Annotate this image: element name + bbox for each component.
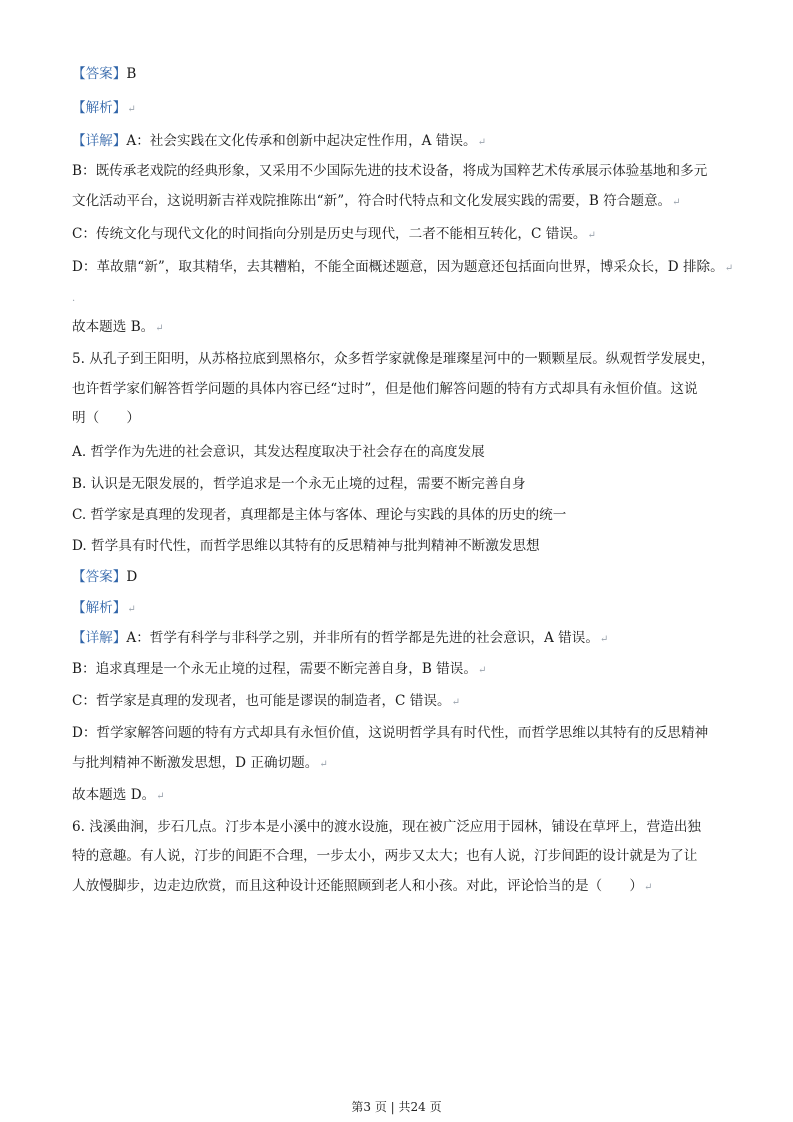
q5-answer bbox=[72, 567, 732, 587]
q4-detail-line bbox=[72, 131, 732, 153]
detail-text: D：革故鼎“新”，取其精华，去其糟粕，不能全面概述题意，因为题意还包括面向世界，博采众长，D 排除。 bbox=[72, 259, 724, 275]
q4-answer bbox=[72, 64, 732, 84]
paragraph-mark-icon: ↵ bbox=[127, 604, 136, 615]
q5-conclusion bbox=[72, 785, 732, 807]
conclusion-text: 故本题选 D。 bbox=[72, 787, 156, 803]
answer-tag: 【答案】 bbox=[72, 66, 127, 82]
paragraph-mark-icon: · bbox=[72, 296, 76, 307]
option-text: B. 认识是无限发展的，哲学追求是一个永无止境的过程，需要不断完善自身 bbox=[72, 476, 526, 492]
paragraph-mark-icon: ↵ bbox=[672, 197, 681, 208]
detail-tag: 【详解】 bbox=[72, 630, 127, 646]
q5-detail-line bbox=[72, 659, 732, 681]
option-text: C. 哲学家是真理的发现者，真理都是主体与客体、理论与实践的具体的历史的统一 bbox=[72, 507, 567, 523]
paragraph-mark-icon: ↵ bbox=[477, 137, 486, 148]
q5-detail-line bbox=[72, 691, 732, 713]
q4-detail-line bbox=[72, 257, 732, 279]
q5-option-b bbox=[72, 474, 732, 494]
q5-detail-line bbox=[72, 628, 732, 650]
q5-option-c bbox=[72, 505, 732, 525]
q5-option-a bbox=[72, 442, 732, 462]
stem-text: 6. 浅溪曲涧，步石几点。汀步本是小溪中的渡水设施，现在被广泛应用于园林，铺设在草坪上，营造出独 bbox=[72, 819, 702, 835]
paragraph-mark-icon: ↵ bbox=[477, 665, 487, 676]
stem-text: 明（ ） bbox=[72, 410, 140, 426]
q4-detail-line bbox=[72, 191, 732, 213]
detail-text: A：社会实践在文化传承和创新中起决定性作用，A 错误。 bbox=[126, 133, 477, 149]
option-text: D. 哲学具有时代性，而哲学思维以其特有的反思精神与批判精神不断激发思想 bbox=[72, 538, 540, 554]
paragraph-mark-icon: ↵ bbox=[587, 230, 596, 241]
analysis-tag: 【解析】 bbox=[72, 600, 127, 616]
q6-stem-line bbox=[72, 876, 732, 898]
stem-text: 也许哲学家们解答哲学问题的具体内容已经“过时”，但是他们解答问题的特有方式却具有永恒价值。这说 bbox=[72, 381, 698, 397]
answer-value: D bbox=[126, 569, 138, 585]
q5-detail-line bbox=[72, 723, 732, 743]
paragraph-mark-icon: ↵ bbox=[156, 791, 165, 802]
analysis-tag: 【解析】 bbox=[72, 100, 127, 116]
paragraph-mark-icon: ↵ bbox=[155, 323, 164, 334]
detail-tag: 【详解】 bbox=[72, 133, 127, 149]
q6-stem-line bbox=[72, 846, 732, 866]
q4-detail-line bbox=[72, 224, 732, 246]
q5-stem-line bbox=[72, 408, 732, 428]
conclusion-text: 故本题选 B。 bbox=[72, 319, 155, 335]
answer-value: B bbox=[126, 66, 137, 82]
detail-text: C：哲学家是真理的发现者，也可能是谬误的制造者，C 错误。 bbox=[72, 693, 451, 709]
page-footer: 第3 页 | 共24 页 bbox=[351, 1100, 442, 1114]
detail-text: B：追求真理是一个永无止境的过程，需要不断完善自身，B 错误。 bbox=[72, 661, 477, 677]
q5-detail-line bbox=[72, 753, 732, 775]
detail-text: D：哲学家解答问题的特有方式却具有永恒价值，这说明哲学具有时代性，而哲学思维以其特有的反思精神 bbox=[72, 725, 709, 741]
detail-text: 文化活动平台，这说明新吉祥戏院推陈出“新”，符合时代特点和文化发展实践的需要，B 符合题意。 bbox=[72, 193, 672, 209]
paragraph-mark-icon: ↵ bbox=[319, 759, 328, 770]
stem-text: 特的意趣。有人说，汀步的间距不合理，一步太小，两步又太大；也有人说，汀步间距的设计就是为了让 bbox=[72, 848, 698, 864]
option-text: A. 哲学作为先进的社会意识，其发达程度取决于社会存在的高度发展 bbox=[72, 444, 485, 460]
detail-text: C：传统文化与现代文化的时间指向分别是历史与现代，二者不能相互转化，C 错误。 bbox=[72, 226, 587, 242]
paragraph-mark-icon: ↵ bbox=[643, 882, 653, 893]
stem-text: 人放慢脚步，边走边欣赏，而且这种设计还能照顾到老人和小孩。对此，评论恰当的是（ ） bbox=[72, 878, 643, 894]
answer-tag: 【答案】 bbox=[72, 569, 127, 585]
q5-option-d bbox=[72, 536, 732, 556]
q5-analysis bbox=[72, 598, 732, 620]
paragraph-mark-icon: ↵ bbox=[599, 634, 609, 645]
detail-text: 与批判精神不断激发思想，D 正确切题。 bbox=[72, 755, 319, 771]
stem-text: 5. 从孔子到王阳明，从苏格拉底到黑格尔，众多哲学家就像是璀璨星河中的一颗颗星辰。纵观哲学发展史， bbox=[72, 351, 715, 367]
q4-analysis bbox=[72, 98, 732, 120]
q6-stem-line bbox=[72, 817, 732, 837]
detail-text: B：既传承老戏院的经典形象，又采用不少国际先进的技术设备，将成为国粹艺术传承展示体验基地和多元 bbox=[72, 163, 708, 179]
q4-detail-line bbox=[72, 161, 732, 181]
paragraph-mark-icon: ↵ bbox=[127, 104, 136, 115]
paragraph-mark-icon: ↵ bbox=[451, 697, 460, 708]
q4-conclusion bbox=[72, 317, 732, 339]
q5-stem-line bbox=[72, 349, 732, 369]
q5-stem-line bbox=[72, 379, 732, 399]
paragraph-mark-icon: ↵ bbox=[724, 263, 734, 274]
detail-text: A：哲学有科学与非科学之别，并非所有的哲学都是先进的社会意识，A 错误。 bbox=[126, 630, 599, 646]
